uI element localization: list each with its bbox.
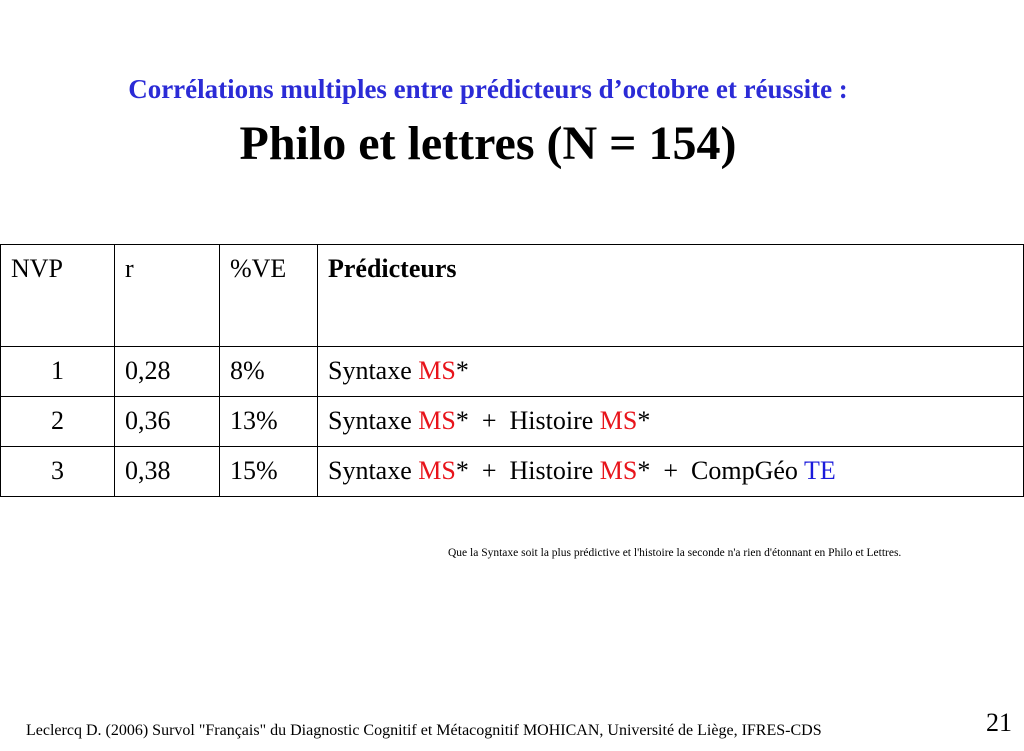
header-predicteurs: Prédicteurs <box>318 245 1024 347</box>
cell-r: 0,38 <box>115 447 220 497</box>
te-label: TE <box>803 456 836 485</box>
page-number: 21 <box>986 708 1012 737</box>
cell-ve: 15% <box>220 447 318 497</box>
predictor-text: Syntaxe <box>328 406 419 435</box>
cell-r: 0,28 <box>115 347 220 397</box>
predictor-text: * + CompGéo <box>637 456 804 485</box>
table-row <box>1 347 1024 397</box>
cell-nvp: 1 <box>1 347 115 397</box>
slide-title: Philo et lettres (N = 154) <box>239 117 737 170</box>
cell-predicteurs <box>318 447 1024 497</box>
slide-subtitle: Corrélations multiples entre prédicteurs d’octobre et réussite : <box>128 74 848 104</box>
ms-label: MS <box>418 356 456 385</box>
predictor-text: Syntaxe <box>328 456 419 485</box>
results-table <box>0 244 1024 497</box>
predictor-text: Syntaxe <box>328 356 419 385</box>
ms-label: MS <box>599 406 638 435</box>
predictor-text: * <box>455 356 469 385</box>
cell-ve: 8% <box>220 347 318 397</box>
header-nvp: NVP <box>1 245 115 347</box>
ms-label: MS <box>599 456 638 485</box>
cell-ve: 13% <box>220 397 318 447</box>
table-row <box>1 397 1024 447</box>
table-row <box>1 447 1024 497</box>
ms-label: MS <box>418 406 456 435</box>
slide-footer: Leclercq D. (2006) Survol "Français" du Diagnostic Cognitif et Métacognitif MOHICAN, Université de Liège, IFRES-CDS <box>26 722 822 739</box>
predictor-text: * + Histoire <box>455 456 600 485</box>
table-header-row <box>1 245 1024 347</box>
cell-predicteurs <box>318 397 1024 447</box>
header-r: r <box>115 245 220 347</box>
ms-label: MS <box>418 456 456 485</box>
table-body <box>1 347 1024 497</box>
predictor-text: * + Histoire <box>455 406 600 435</box>
slide-note: Que la Syntaxe soit la plus prédictive et l'histoire la seconde n'a rien d'étonnant en Philo et Lettres. <box>448 547 902 559</box>
cell-nvp: 2 <box>1 397 115 447</box>
cell-r: 0,36 <box>115 397 220 447</box>
cell-predicteurs <box>318 347 1024 397</box>
predictor-text: * <box>637 406 651 435</box>
cell-nvp: 3 <box>1 447 115 497</box>
header-ve: %VE <box>220 245 318 347</box>
